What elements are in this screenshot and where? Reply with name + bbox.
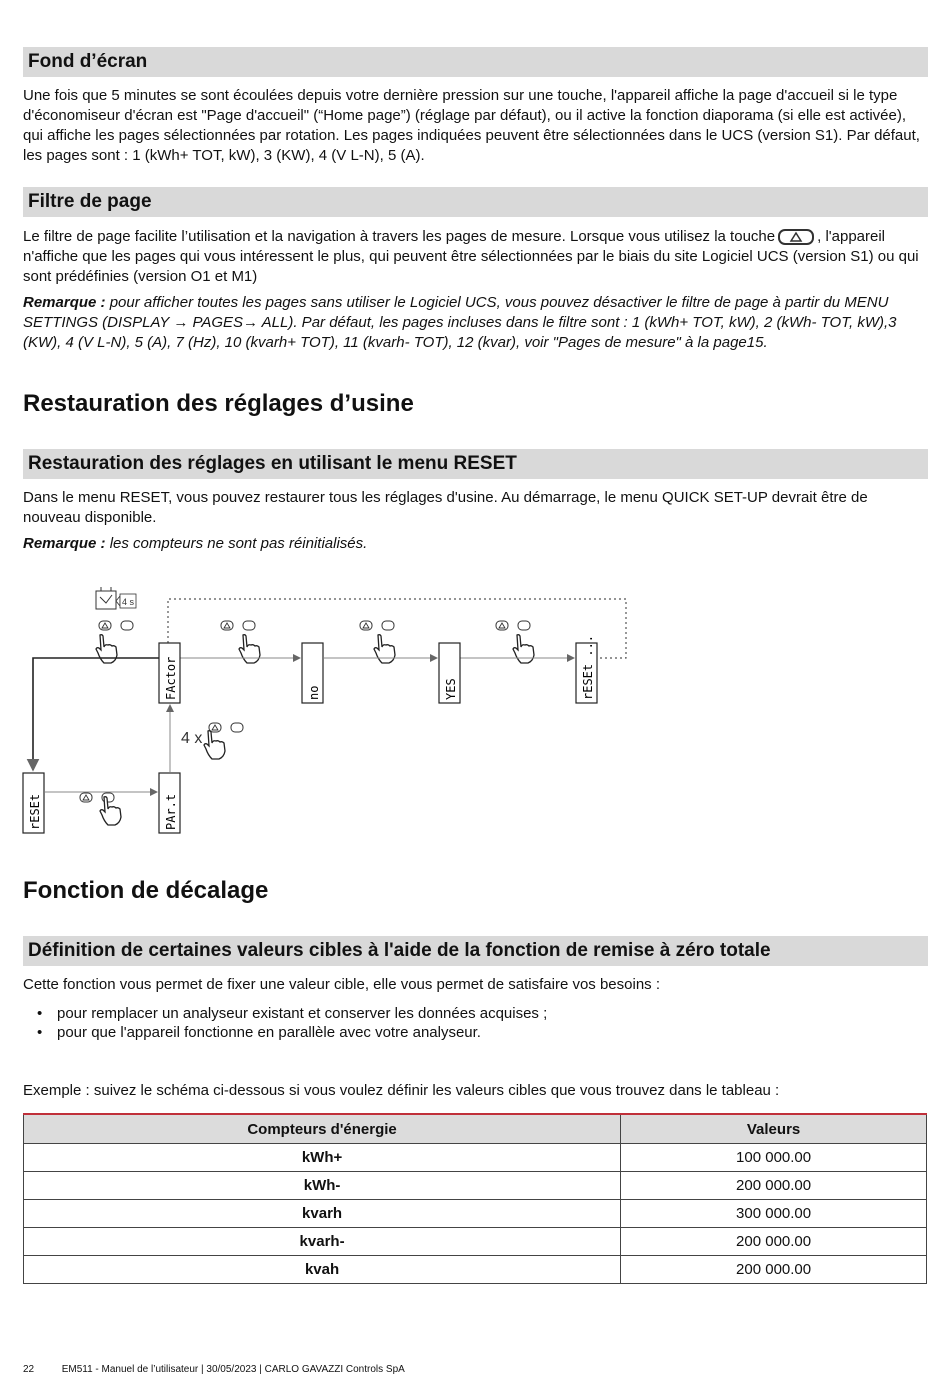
up-key-icon (778, 229, 814, 245)
reset-flow-diagram (0, 575, 950, 845)
section-heading-valeurs-cibles: Définition de certaines valeurs cibles à l'aide de la fonction de remise à zéro totale (23, 936, 928, 966)
lcd-screen-no (302, 643, 323, 703)
lcd-screen-part (159, 773, 180, 833)
press-buttons-icon (221, 621, 255, 630)
cell-value: 100 000.00 (621, 1144, 927, 1172)
page-number: 22 (23, 1364, 35, 1375)
footer-text: EM511 - Manuel de l’utilisateur | 30/05/2023 | CARLO GAVAZZI Controls SpA (61, 1364, 405, 1375)
lcd-screen-reset (23, 773, 44, 833)
press-buttons-icon (80, 793, 114, 802)
lcd-text: FActor (164, 656, 178, 700)
lcd-text: no (307, 685, 321, 700)
paragraph-fond-ecran: Une fois que 5 minutes se sont écoulées depuis votre dernière pression sur une touche, l'appareil affiche la page d'accueil si le type d'économiseur d'écran est "Page d'accueil" (“Home page”) (réglage par défaut), ou il active la fonction diaporama (si elle est activée), qui affiche les pages sélectionnées par rotation. Les pages indiquées peuvent être sélectionnées dans le UCS (version S1). Par défaut, les pages sont : 1 (kWh+ TOT, kW), 3 (KW), 4 (V L-N), 5 (A). (23, 87, 920, 164)
filtre-text-a: Le filtre de page facilite l’utilisation et la navigation à travers les pages de mesure. Lorsque vous utilisez la touche (23, 228, 776, 245)
column-header: Valeurs (621, 1114, 927, 1144)
hand-press-icon (374, 635, 395, 663)
section-heading-filtre-page: Filtre de page (23, 187, 928, 217)
cell-value: 200 000.00 (621, 1256, 927, 1284)
lcd-screen-yes (439, 643, 460, 703)
timer-label: 4 s (122, 597, 135, 607)
table-row (24, 1172, 927, 1200)
lcd-text: rESEt (28, 793, 42, 830)
lcd-text: rESEt ... (581, 634, 595, 700)
paragraph-example: Exemple : suivez le schéma ci-dessous si vous voulez définir les valeurs cibles que vous trouvez dans le tableau : (23, 1082, 780, 1099)
press-buttons-icon (209, 723, 243, 732)
repeat-label: 4 x (181, 730, 203, 747)
paragraph-filtre-page (23, 227, 928, 287)
target-values-table (23, 1113, 927, 1284)
cell-value: 200 000.00 (621, 1228, 927, 1256)
paragraph-intro: Cette fonction vous permet de fixer une valeur cible, elle vous permet de satisfaire vos besoins : (23, 976, 660, 993)
hand-press-icon (204, 731, 225, 759)
press-buttons-icon (496, 621, 530, 630)
bullet-text: pour remplacer un analyseur existant et conserver les données acquises ; (57, 1005, 548, 1022)
title-restauration: Restauration des réglages d’usine (23, 390, 414, 417)
note-reset (23, 534, 928, 554)
lcd-text: PAr.t (164, 793, 178, 830)
section-heading-fond-ecran: Fond d’écran (23, 47, 928, 77)
flow-arrow-back (33, 658, 159, 770)
loop-dotted-line (168, 599, 626, 658)
lcd-screen-reset-confirm (576, 635, 597, 703)
cell-label: kWh+ (24, 1144, 621, 1172)
hand-press-icon (239, 635, 260, 663)
paragraph-reset: Dans le menu RESET, vous pouvez restaurer tous les réglages d'usine. Au démarrage, le menu QUICK SET-UP devrait être de nouveau disponible. (23, 489, 868, 526)
cell-value: 200 000.00 (621, 1172, 927, 1200)
title-fonction-decalage: Fonction de décalage (23, 877, 269, 904)
cell-label: kvah (24, 1256, 621, 1284)
cell-value: 300 000.00 (621, 1200, 927, 1228)
list-item: • pour que l'appareil fonctionne en parallèle avec votre analyseur. (37, 1024, 481, 1041)
table-row (24, 1256, 927, 1284)
list-item: • pour remplacer un analyseur existant et conserver les données acquises ; (37, 1005, 548, 1022)
table-row (24, 1144, 927, 1172)
cell-label: kvarh- (24, 1228, 621, 1256)
section-heading-reset: Restauration des réglages en utilisant le menu RESET (23, 449, 928, 479)
note-text: pour afficher toutes les pages sans utiliser le Logiciel UCS, vous pouvez désactiver le filtre de page à partir du MENU SETTINGS (DISPLAY → PAGES→ ALL). Par défaut, les pages incluses dans le filtre sont : 1 (kWh+ TOT, kW), 2 (kWh- TOT, kW),3 (KW), 4 (V L-N), 5 (A), 7 (Hz), 10 (kvarh+ TOT), 11 (kvarh- TOT), 12 (kvar), voir "Pages de mesure" à la page15. (23, 294, 897, 351)
cell-label: kvarh (24, 1200, 621, 1228)
cell-label: kWh- (24, 1172, 621, 1200)
note-label: Remarque : (23, 294, 106, 311)
column-header: Compteurs d'énergie (24, 1114, 621, 1144)
note-filtre-page (23, 293, 928, 353)
bullet-text: pour que l'appareil fonctionne en parallèle avec votre analyseur. (57, 1024, 481, 1041)
hand-press-icon (513, 635, 534, 663)
table-row (24, 1228, 927, 1256)
table-header-row (24, 1114, 927, 1144)
filtre-text-b: , l'appareil n'affiche que les pages qui vous intéressent le plus, qui peuvent être sélectionnées par le biais du site Logiciel UCS (version S1) ou qui sont prédéfinies (version O1 et M1) (23, 228, 919, 285)
lcd-text: YES (444, 678, 458, 700)
note-reset-label: Remarque : (23, 535, 106, 552)
page-footer (23, 1364, 405, 1375)
press-buttons-icon (360, 621, 394, 630)
table-row (24, 1200, 927, 1228)
lcd-screen-factor (159, 643, 180, 703)
note-reset-text: les compteurs ne sont pas réinitialisés. (105, 535, 368, 552)
press-hold-buttons-icon (99, 621, 133, 630)
